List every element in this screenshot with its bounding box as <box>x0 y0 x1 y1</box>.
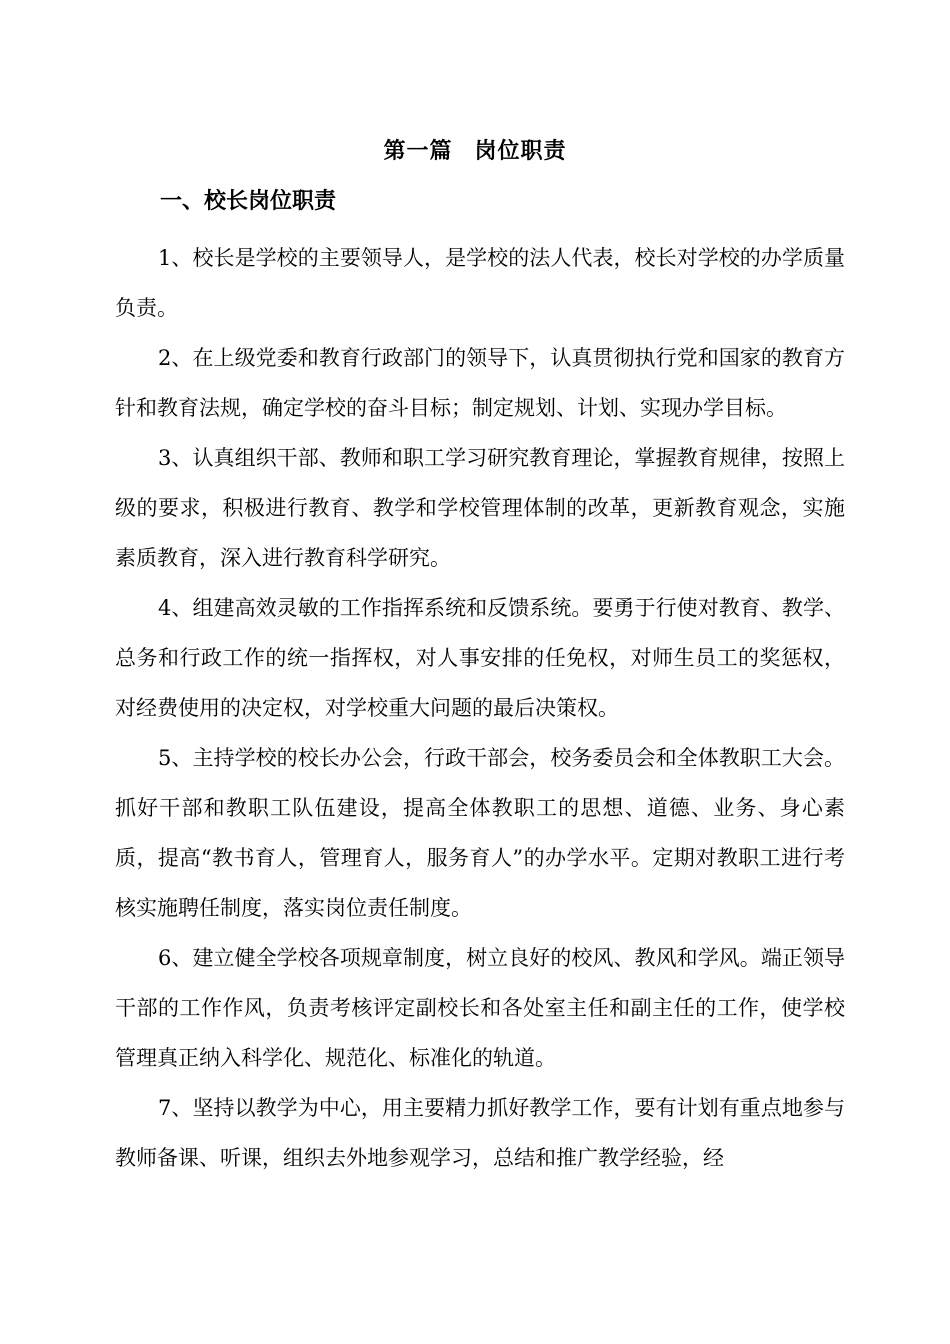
paragraph-5: 5、主持学校的校长办公会，行政干部会，校务委员会和全体教职工大会。抓好干部和教职工队伍建设，提高全体教职工的思想、道德、业务、身心素质，提高“教书育人，管理育人，服务育人”的办学水平。定期对教职工进行考核实施聘任制度，落实岗位责任制度。 <box>115 746 845 920</box>
body-text <box>115 233 845 1183</box>
title-part-1: 第一篇 <box>383 138 453 164</box>
page-title <box>0 136 950 166</box>
paragraph-1: 1、校长是学校的主要领导人，是学校的法人代表，校长对学校的办学质量负责。 <box>115 246 845 320</box>
paragraph-7: 7、坚持以教学为中心，用主要精力抓好教学工作，要有计划有重点地参与教师备课、听课，组织去外地参观学习，总结和推广教学经验，经 <box>115 1096 845 1170</box>
paragraph-2: 2、在上级党委和教育行政部门的领导下，认真贯彻执行党和国家的教育方针和教育法规，确定学校的奋斗目标；制定规划、计划、实现办学目标。 <box>115 346 845 420</box>
section-heading: 一、校长岗位职责 <box>160 188 337 214</box>
title-part-2: 岗位职责 <box>474 138 567 164</box>
paragraph-3: 3、认真组织干部、教师和职工学习研究教育理论，掌握教育规律，按照上级的要求，积极进行教育、教学和学校管理体制的改革，更新教育观念，实施素质教育，深入进行教育科学研究。 <box>115 446 845 570</box>
paragraph-6: 6、建立健全学校各项规章制度，树立良好的校风、教风和学风。端正领导干部的工作作风，负责考核评定副校长和各处室主任和副主任的工作，使学校管理真正纳入科学化、规范化、标准化的轨道。 <box>115 946 845 1070</box>
paragraph-4: 4、组建高效灵敏的工作指挥系统和反馈系统。要勇于行使对教育、教学、总务和行政工作的统一指挥权，对人事安排的任免权，对师生员工的奖惩权，对经费使用的决定权，对学校重大问题的最后决策权。 <box>115 596 845 720</box>
